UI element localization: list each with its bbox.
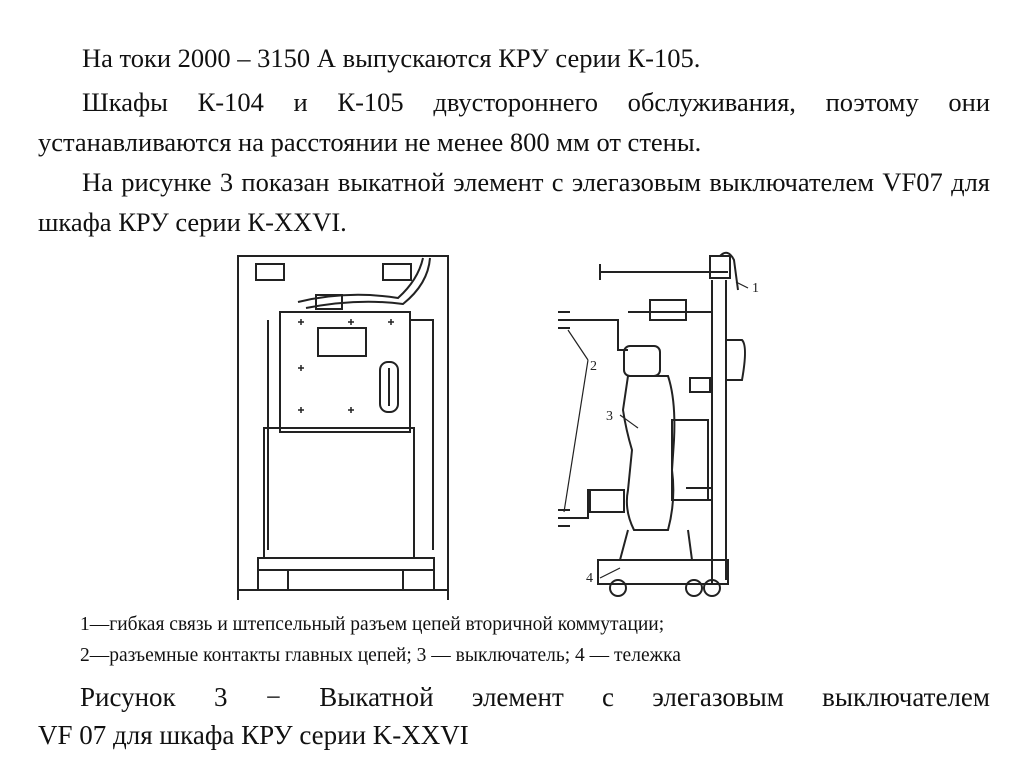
callout-4: 4: [586, 571, 593, 586]
leader-lines: [564, 282, 748, 578]
figure-caption-line-1: Рисунок 3 − Выкатной элемент с элегазовым выключателем: [80, 682, 990, 712]
paragraph-2: Шкафы К-104 и К-105 двустороннего обслуживания, поэтому они устанавливаются на расстоянии не менее 800 мм от стены.: [38, 87, 990, 157]
callout-1: 1: [752, 281, 759, 296]
paragraph-1: На токи 2000 – 3150 А выпускаются КРУ серии К-105.: [82, 43, 701, 73]
figure-caption-line-2: VF 07 для шкафа КРУ серии K-XXVI: [38, 720, 469, 750]
callout-2: 2: [590, 359, 597, 374]
callout-3: 3: [606, 409, 613, 424]
legend-line-2: 2—разъемные контакты главных цепей; 3 — выключатель; 4 — тележка: [80, 645, 681, 666]
paragraph-3: На рисунке 3 показан выкатной элемент с элегазовым выключателем VF07 для шкафа КРУ серии К-XXVI.: [38, 167, 990, 237]
legend-line-1: 1—гибкая связь и штепсельный разъем цепей вторичной коммутации;: [80, 614, 665, 635]
side-view: [558, 253, 745, 596]
breaker-drawing: [228, 250, 788, 605]
front-view: [238, 256, 448, 600]
